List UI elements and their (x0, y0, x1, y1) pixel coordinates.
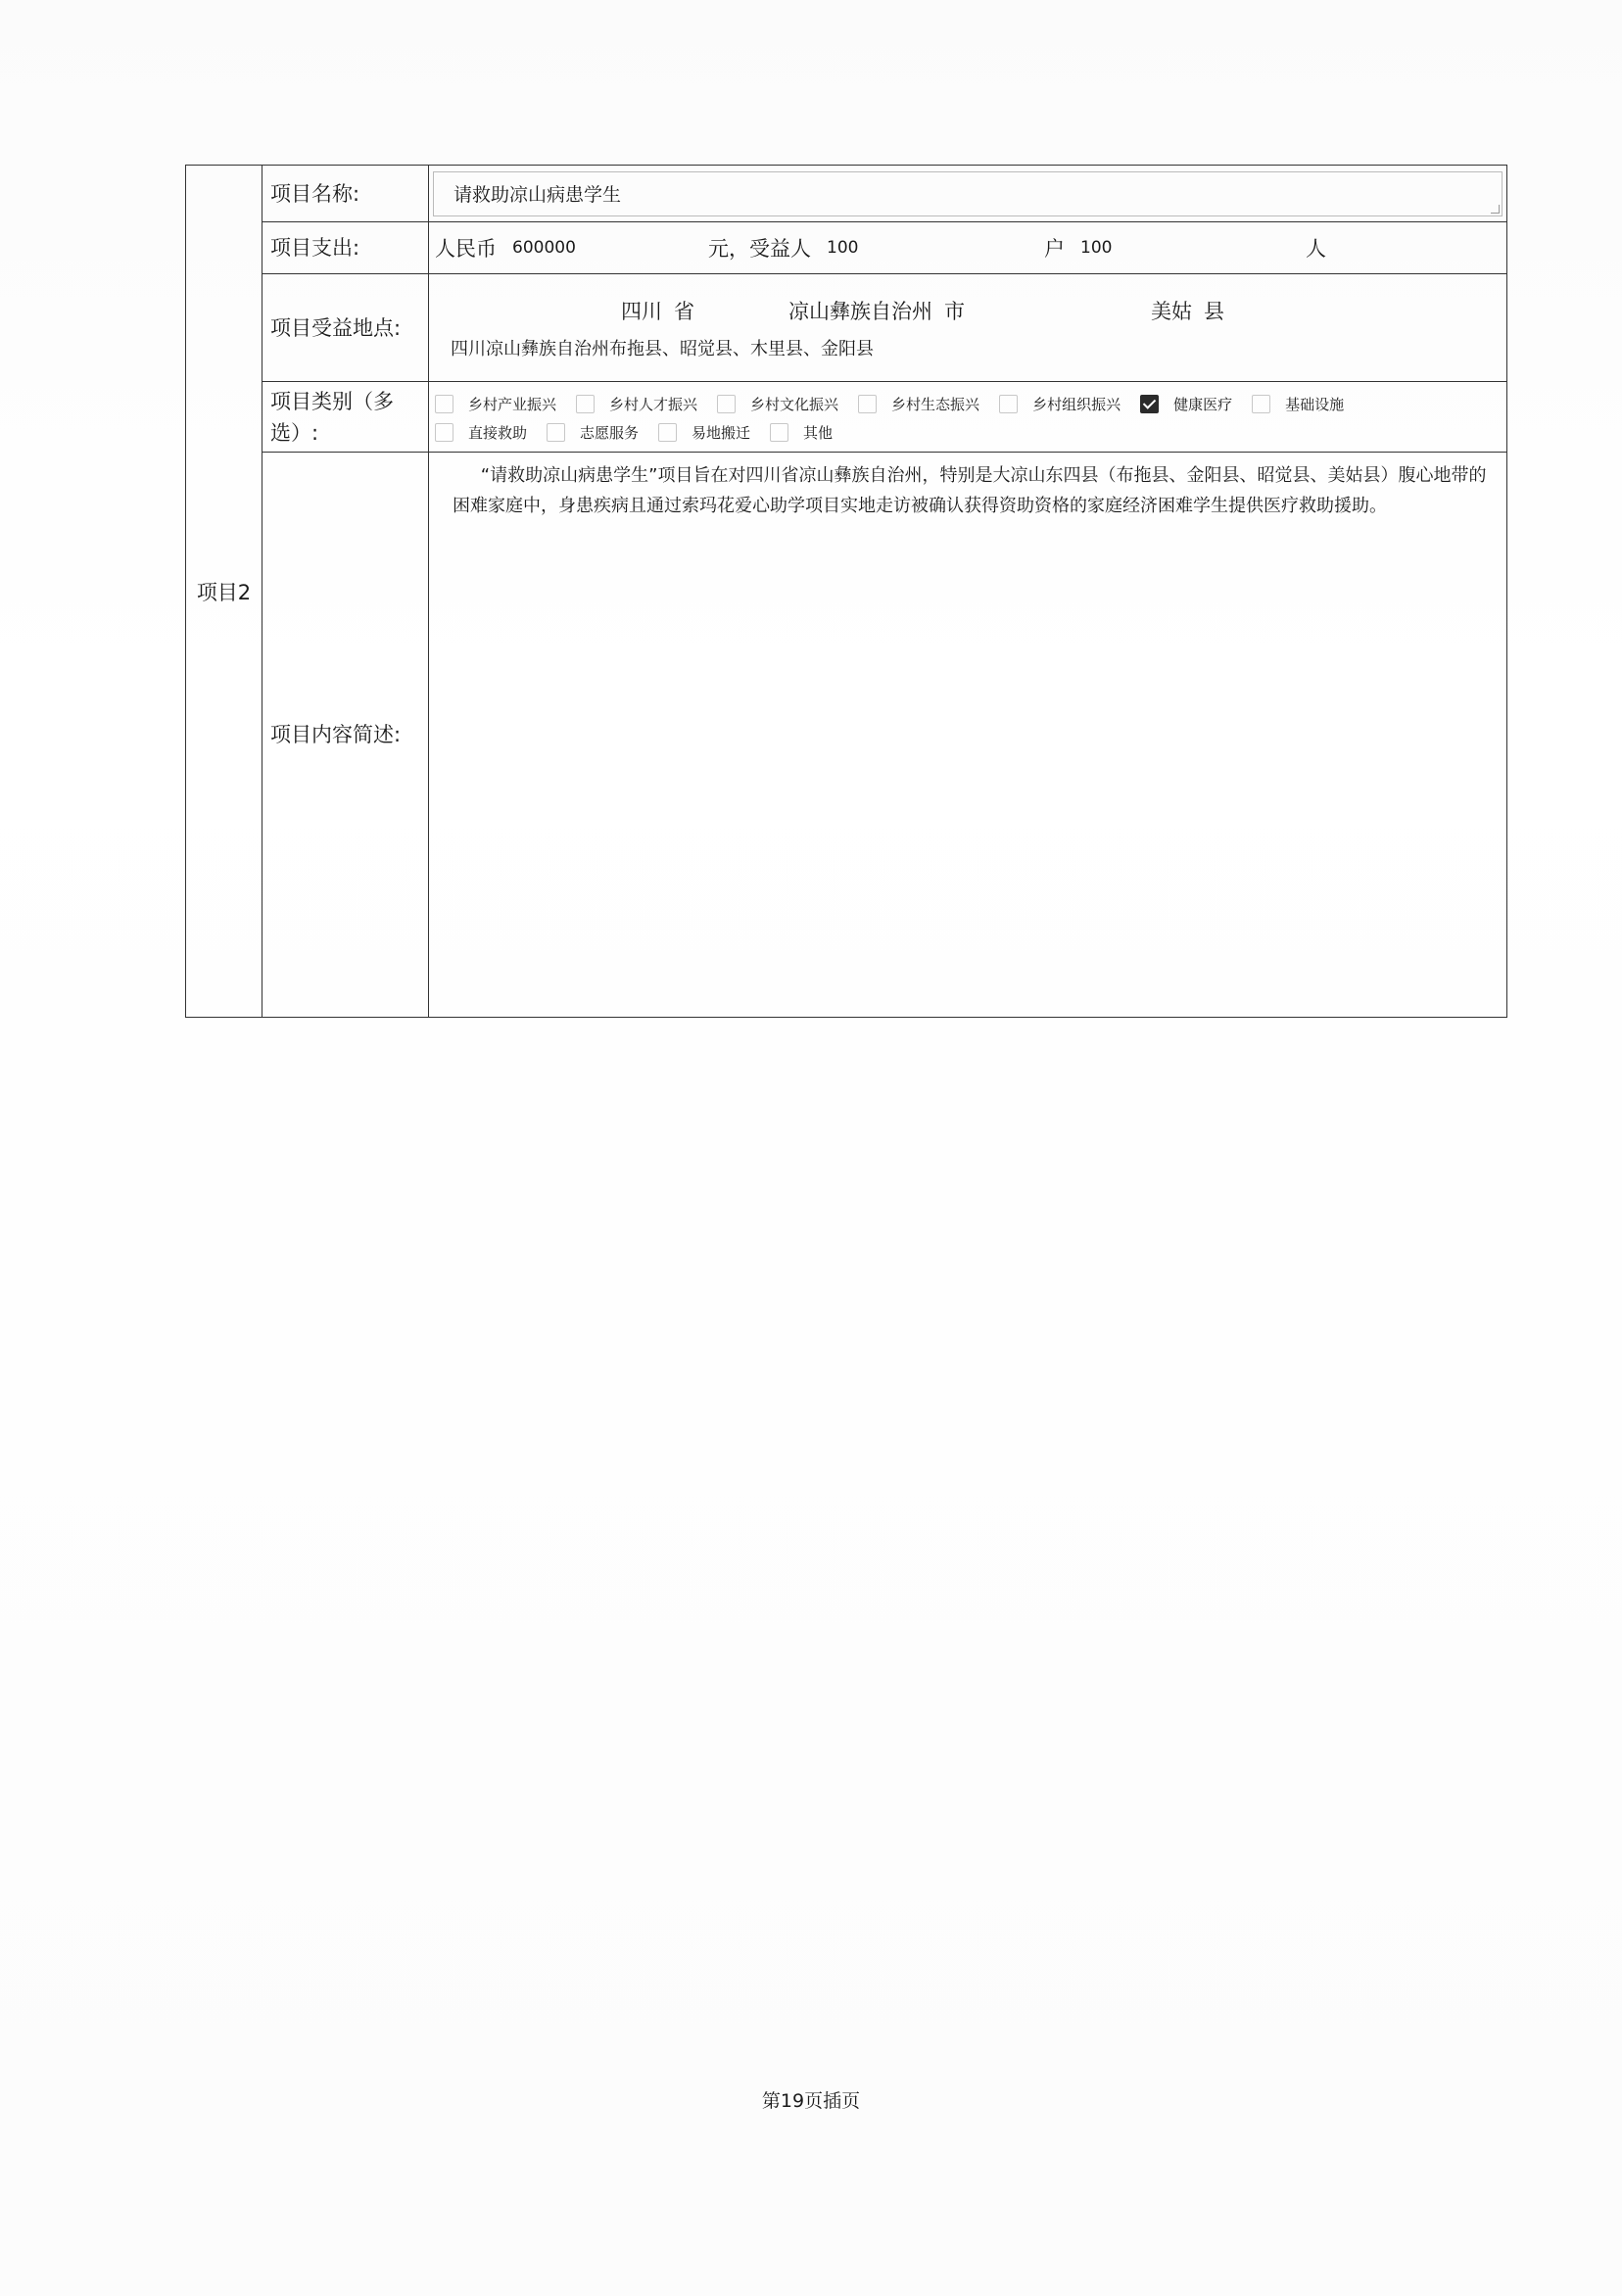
checkbox-icon[interactable] (576, 395, 595, 413)
category-option-label: 乡村人才振兴 (609, 395, 698, 413)
households-value[interactable]: 100 (827, 238, 859, 258)
county-value[interactable]: 美姑 (1151, 299, 1192, 323)
category-option-label: 志愿服务 (580, 423, 640, 442)
project-name-field[interactable] (433, 171, 1503, 216)
category-option-label: 乡村文化振兴 (750, 395, 839, 413)
county-suffix: 县 (1204, 299, 1224, 323)
people-value[interactable]: 100 (1080, 238, 1113, 258)
checkbox-icon[interactable] (717, 395, 736, 413)
category-option-label: 直接救助 (468, 423, 528, 442)
checkbox-icon[interactable] (658, 423, 677, 442)
category-option-label: 乡村组织振兴 (1032, 395, 1121, 413)
checkbox-icon[interactable] (1252, 395, 1270, 413)
project-location-label: 项目受益地点: (262, 274, 429, 382)
amount-value[interactable]: 600000 (512, 238, 576, 258)
prefecture-suffix: 市 (944, 299, 965, 323)
project-name-label: 项目名称: (262, 166, 429, 222)
households-unit: 户 (1044, 237, 1065, 261)
project-description-label: 项目内容简述: (262, 453, 429, 1018)
project-expense-cell (429, 222, 1507, 274)
category-option-label: 基础设施 (1285, 395, 1345, 413)
category-option-label: 其他 (803, 423, 834, 442)
category-option-label: 乡村生态振兴 (891, 395, 980, 413)
project-number-label: 项目2 (186, 166, 262, 1018)
checkbox-checked-icon[interactable] (1140, 395, 1159, 413)
project-name-cell (429, 166, 1507, 222)
yuan-beneficiary-label: 元，受益人 (708, 237, 811, 261)
project-description-cell (429, 453, 1507, 1018)
checkbox-icon[interactable] (999, 395, 1018, 413)
currency-label: 人民币 (435, 237, 497, 261)
people-unit: 人 (1306, 237, 1326, 261)
checkbox-icon[interactable] (858, 395, 877, 413)
project-expense-label: 项目支出: (262, 222, 429, 274)
category-row-2 (435, 418, 1503, 447)
province-suffix: 省 (674, 299, 694, 323)
category-option-label: 易地搬迁 (692, 423, 751, 442)
project-description-text[interactable]: “请救助凉山病患学生”项目旨在对四川省凉山彝族自治州，特别是大凉山东四县（布拖县、金阳县、昭觉县、美姑县）腹心地带的困难家庭中，身患疾病且通过索玛花爱心助学项目实地走访被确认获得资助资格的家庭经济困难学生提供医疗救助援助。 (453, 465, 1487, 516)
category-option-label: 健康医疗 (1173, 395, 1233, 413)
province-value[interactable]: 四川 (621, 299, 662, 323)
category-row-1 (435, 390, 1503, 418)
project-category-cell (429, 382, 1507, 453)
location-detail[interactable]: 四川凉山彝族自治州布拖县、昭觉县、木里县、金阳县 (451, 338, 874, 359)
checkbox-icon[interactable] (435, 395, 453, 413)
checkbox-icon[interactable] (770, 423, 788, 442)
checkbox-icon[interactable] (435, 423, 453, 442)
project-form-table (185, 165, 1507, 1018)
project-location-cell (429, 274, 1507, 382)
prefecture-value[interactable]: 凉山彝族自治州 (788, 299, 932, 323)
category-option-label: 乡村产业振兴 (468, 395, 557, 413)
project-name-value: 请救助凉山病患学生 (453, 184, 622, 206)
checkbox-icon[interactable] (547, 423, 565, 442)
page-footer: 第19页插页 (761, 2090, 861, 2112)
project-category-label: 项目类别（多选）: (262, 382, 429, 453)
resize-handle-icon[interactable] (1491, 205, 1500, 214)
